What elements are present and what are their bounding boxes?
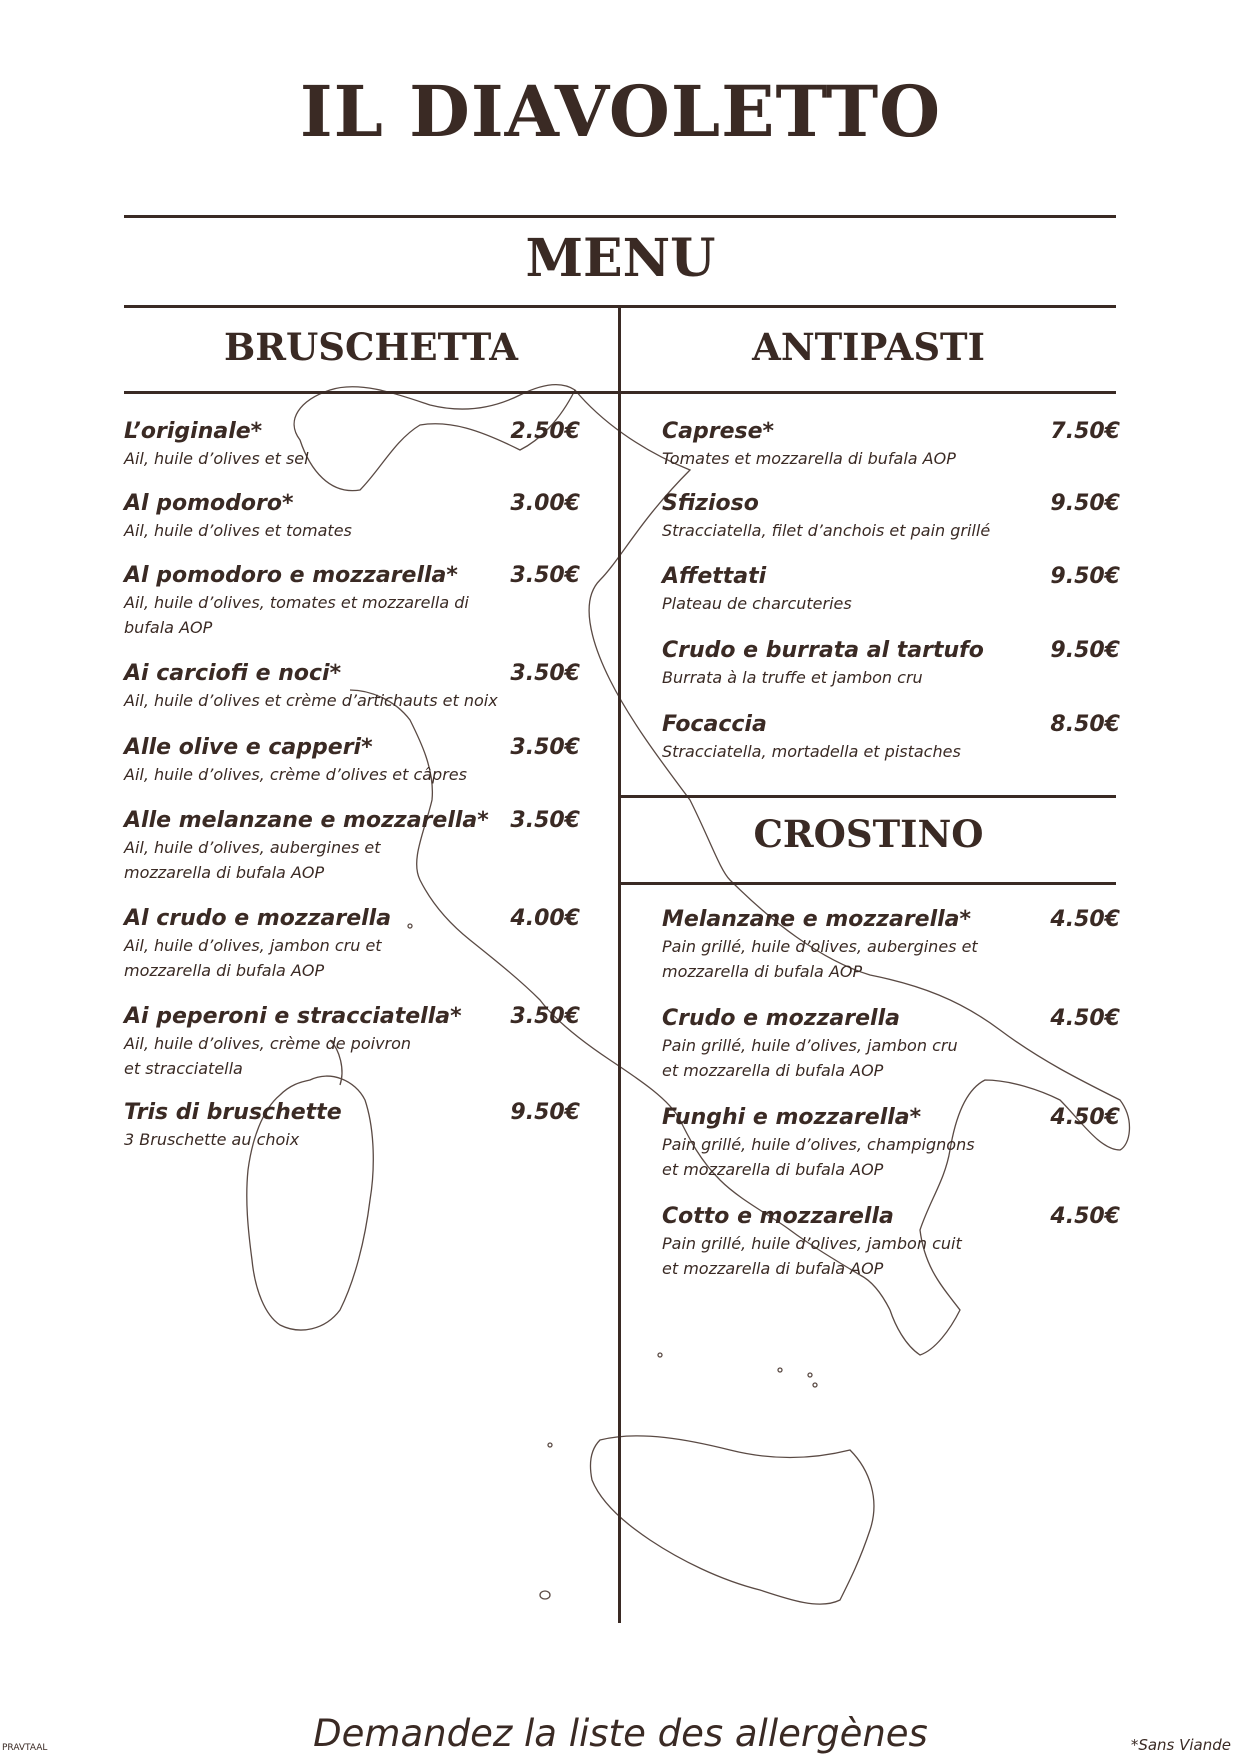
- item-name: Ai peperoni e stracciatella*: [124, 1004, 462, 1029]
- item-price: 3.50€: [510, 563, 580, 588]
- item-name: Caprese*: [662, 419, 775, 444]
- section-title-bruschetta: BRUSCHETTA: [223, 325, 519, 369]
- item-description: Ail, huile d’olives et sel: [124, 449, 309, 468]
- list-item: [124, 734, 580, 787]
- list-item: [662, 1104, 1120, 1182]
- item-description: Pain grillé, huile d’olives, jambon cuit et mozzarella di bufala AOP: [662, 1234, 962, 1278]
- item-description: Ail, huile d’olives, tomates et mozzarella di bufala AOP: [124, 593, 469, 637]
- item-price: 4.50€: [1050, 1006, 1120, 1031]
- list-item: [124, 418, 580, 471]
- item-name: Sfizioso: [662, 491, 759, 516]
- item-price: 3.50€: [510, 735, 580, 760]
- item-description: Ail, huile d’olives, crème de poivron et stracciatella: [124, 1034, 412, 1078]
- item-name: Focaccia: [662, 712, 767, 737]
- list-item: [662, 563, 1120, 616]
- item-name: Cotto e mozzarella: [662, 1204, 894, 1229]
- item-description: Burrata à la truffe et jambon cru: [662, 668, 923, 687]
- item-description: Pain grillé, huile d’olives, champignons et mozzarella di bufala AOP: [662, 1135, 975, 1179]
- item-price: 3.50€: [510, 808, 580, 833]
- list-item: [124, 490, 580, 543]
- section-title-antipasti: ANTIPASTI: [752, 325, 985, 369]
- item-name: Funghi e mozzarella*: [662, 1105, 922, 1130]
- item-description: Ail, huile d’olives, jambon cru et mozzarella di bufala AOP: [124, 936, 382, 980]
- item-description: Pain grillé, huile d’olives, jambon cru et mozzarella di bufala AOP: [662, 1036, 958, 1080]
- list-item: [662, 490, 1120, 543]
- allergen-footer: Demandez la liste des allergènes: [313, 1712, 928, 1755]
- item-name: Affettati: [662, 564, 767, 589]
- sicily-outline: [590, 1436, 873, 1604]
- item-description: Stracciatella, filet d’anchois et pain grillé: [662, 521, 991, 540]
- divider-under-crostino: [621, 882, 1116, 885]
- list-item: [124, 562, 580, 640]
- item-description: Ail, huile d’olives, aubergines et mozzarella di bufala AOP: [124, 838, 381, 882]
- item-price: 9.50€: [510, 1100, 580, 1125]
- item-name: Crudo e mozzarella: [662, 1006, 900, 1031]
- item-name: Tris di bruschette: [124, 1100, 342, 1125]
- item-name: Alle olive e capperi*: [124, 735, 373, 760]
- item-price: 3.00€: [510, 491, 580, 516]
- item-name: Crudo e burrata al tartufo: [662, 638, 984, 663]
- item-name: Melanzane e mozzarella*: [662, 907, 972, 932]
- item-price: 7.50€: [1050, 419, 1120, 444]
- credit-text: PRAVTAAL: [2, 1743, 48, 1753]
- item-description: Ail, huile d’olives, crème d’olives et câpres: [124, 765, 467, 784]
- footnote-sans-viande: *Sans Viande: [1130, 1736, 1231, 1754]
- restaurant-name: IL DIAVOLETTO: [299, 70, 942, 153]
- item-price: 3.50€: [510, 661, 580, 686]
- section-title-crostino: CROSTINO: [753, 812, 984, 856]
- item-price: 8.50€: [1050, 712, 1120, 737]
- column-divider: [618, 305, 621, 1623]
- list-item: [662, 418, 1120, 471]
- item-description: Tomates et mozzarella di bufala AOP: [662, 449, 956, 468]
- item-description: Plateau de charcuteries: [662, 594, 852, 613]
- list-item: [662, 637, 1120, 690]
- item-price: 4.50€: [1050, 1204, 1120, 1229]
- list-item: [662, 906, 1120, 984]
- item-price: 4.00€: [510, 906, 580, 931]
- item-name: Al pomodoro*: [124, 491, 294, 516]
- item-description: 3 Bruschette au choix: [124, 1130, 300, 1149]
- item-price: 9.50€: [1050, 564, 1120, 589]
- item-description: Ail, huile d’olives et tomates: [124, 521, 352, 540]
- item-price: 3.50€: [510, 1004, 580, 1029]
- item-price: 9.50€: [1050, 491, 1120, 516]
- item-name: L’originale*: [124, 419, 263, 444]
- divider-top: [124, 215, 1116, 218]
- item-description: Ail, huile d’olives et crème d’artichauts et noix: [124, 691, 498, 710]
- item-price: 4.50€: [1050, 1105, 1120, 1130]
- item-name: Al pomodoro e mozzarella*: [124, 563, 458, 588]
- item-name: Ai carciofi e noci*: [124, 661, 342, 686]
- list-item: [124, 660, 580, 713]
- menu-title: MENU: [525, 228, 716, 289]
- list-item: [662, 711, 1120, 764]
- item-price: 9.50€: [1050, 638, 1120, 663]
- item-price: 2.50€: [510, 419, 580, 444]
- item-description: Pain grillé, huile d’olives, aubergines et mozzarella di bufala AOP: [662, 937, 978, 981]
- divider-above-crostino: [621, 795, 1116, 798]
- list-item: [124, 905, 580, 983]
- item-price: 4.50€: [1050, 907, 1120, 932]
- list-item: [124, 807, 580, 885]
- item-description: Stracciatella, mortadella et pistaches: [662, 742, 961, 761]
- item-name: Alle melanzane e mozzarella*: [124, 808, 489, 833]
- item-name: Al crudo e mozzarella: [124, 906, 392, 931]
- list-item: [124, 1099, 580, 1152]
- list-item: [662, 1005, 1120, 1083]
- list-item: [124, 1003, 580, 1081]
- list-item: [662, 1203, 1120, 1281]
- divider-under-section-titles: [124, 391, 1116, 394]
